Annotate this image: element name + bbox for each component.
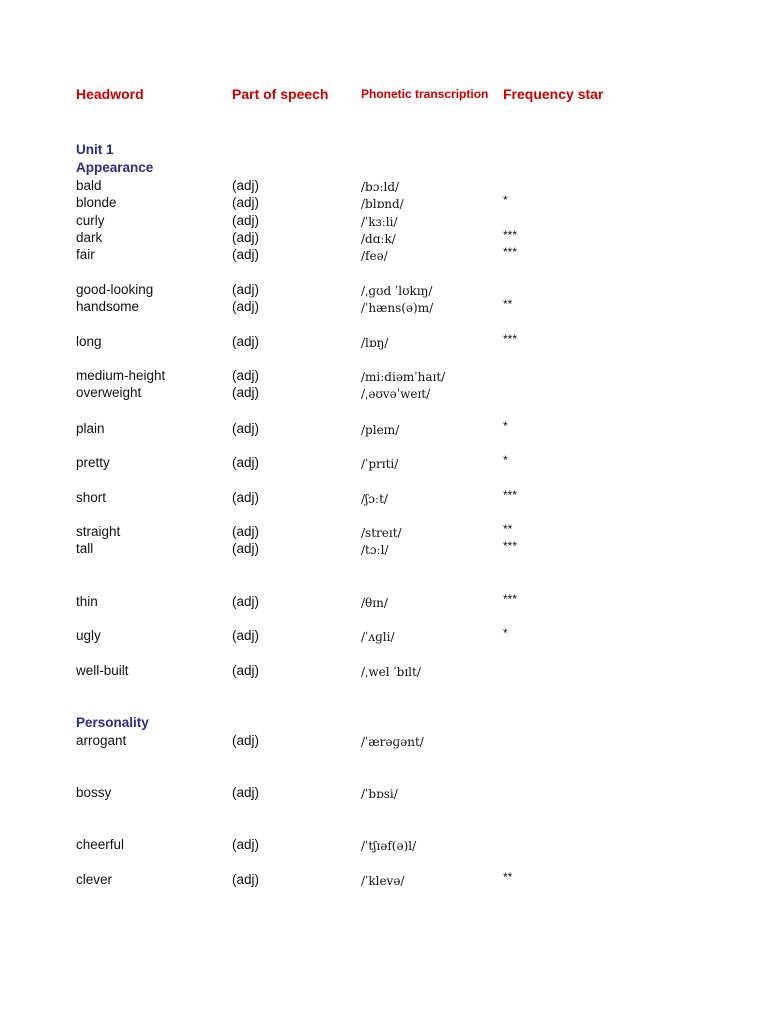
phonetic-cell: /ˈbɒsi/ — [361, 787, 398, 801]
headword-cell: arrogant — [76, 733, 127, 748]
part-of-speech-cell: (adj) — [232, 837, 260, 852]
table-row — [0, 541, 768, 559]
frequency-cell: ** — [503, 870, 513, 884]
section-heading-appearance: Appearance — [76, 160, 154, 175]
phonetic-cell: /bɔːld/ — [361, 180, 400, 194]
part-of-speech-cell: (adj) — [232, 230, 260, 245]
table-row — [0, 299, 768, 317]
phonetic-cell: /ˈærəɡənt/ — [361, 735, 424, 749]
headword-cell: blonde — [76, 195, 117, 210]
frequency-cell: *** — [503, 228, 518, 242]
table-row — [0, 785, 768, 803]
part-of-speech-cell: (adj) — [232, 872, 260, 887]
table-row — [0, 334, 768, 352]
part-of-speech-cell: (adj) — [232, 733, 260, 748]
frequency-cell: *** — [503, 245, 518, 259]
part-of-speech-cell: (adj) — [232, 385, 260, 400]
headword-cell: good-looking — [76, 282, 154, 297]
table-row — [0, 213, 768, 231]
part-of-speech-cell: (adj) — [232, 628, 260, 643]
frequency-cell: * — [503, 419, 508, 433]
table-row — [0, 385, 768, 403]
phonetic-cell: /ˌɡʊd ˈlʊkɪŋ/ — [361, 284, 433, 298]
headword-cell: long — [76, 334, 102, 349]
frequency-cell: *** — [503, 332, 518, 346]
phonetic-cell: /ˈʌɡli/ — [361, 630, 395, 644]
part-of-speech-cell: (adj) — [232, 785, 260, 800]
frequency-cell: *** — [503, 592, 518, 606]
section-heading-personality: Personality — [76, 715, 149, 730]
table-row — [0, 455, 768, 473]
table-row — [0, 368, 768, 386]
part-of-speech-cell: (adj) — [232, 247, 260, 262]
frequency-cell: *** — [503, 488, 518, 502]
part-of-speech-cell: (adj) — [232, 213, 260, 228]
header-phonetic-transcription: Phonetic transcription — [361, 87, 489, 101]
phonetic-cell: /pleɪn/ — [361, 423, 400, 437]
table-row — [0, 733, 768, 751]
phonetic-cell: /ˌəʊvəˈweɪt/ — [361, 387, 431, 401]
part-of-speech-cell: (adj) — [232, 490, 260, 505]
phonetic-cell: /ˈtʃɪəf(ə)l/ — [361, 839, 417, 853]
table-row — [0, 195, 768, 213]
phonetic-cell: /θɪn/ — [361, 596, 388, 610]
part-of-speech-cell: (adj) — [232, 541, 260, 556]
table-row — [0, 178, 768, 196]
part-of-speech-cell: (adj) — [232, 524, 260, 539]
part-of-speech-cell: (adj) — [232, 594, 260, 609]
headword-cell: well-built — [76, 663, 129, 678]
headword-cell: straight — [76, 524, 121, 539]
headword-cell: pretty — [76, 455, 110, 470]
table-row — [0, 872, 768, 890]
frequency-cell: * — [503, 626, 508, 640]
part-of-speech-cell: (adj) — [232, 368, 260, 383]
phonetic-cell: /streɪt/ — [361, 526, 402, 540]
headword-cell: handsome — [76, 299, 140, 314]
headword-cell: plain — [76, 421, 105, 436]
part-of-speech-cell: (adj) — [232, 334, 260, 349]
part-of-speech-cell: (adj) — [232, 195, 260, 210]
unit-heading: Unit 1 — [76, 142, 114, 157]
part-of-speech-cell: (adj) — [232, 421, 260, 436]
header-headword: Headword — [76, 86, 144, 102]
table-row — [0, 421, 768, 439]
header-part-of-speech: Part of speech — [232, 86, 329, 102]
headword-cell: overweight — [76, 385, 142, 400]
headword-cell: clever — [76, 872, 113, 887]
phonetic-cell: /feə/ — [361, 249, 388, 263]
phonetic-cell: /miːdiəmˈhaɪt/ — [361, 370, 446, 384]
headword-cell: bossy — [76, 785, 112, 800]
part-of-speech-cell: (adj) — [232, 455, 260, 470]
table-row — [0, 247, 768, 265]
table-row — [0, 282, 768, 300]
phonetic-cell: /ˈhæns(ə)m/ — [361, 301, 434, 315]
phonetic-cell: /dɑːk/ — [361, 232, 396, 246]
header-frequency-star: Frequency star — [503, 86, 604, 102]
part-of-speech-cell: (adj) — [232, 299, 260, 314]
frequency-cell: * — [503, 453, 508, 467]
phonetic-cell: /lɒŋ/ — [361, 336, 389, 350]
headword-cell: ugly — [76, 628, 101, 643]
headword-cell: tall — [76, 541, 94, 556]
phonetic-cell: /tɔːl/ — [361, 543, 389, 557]
headword-cell: short — [76, 490, 107, 505]
headword-cell: fair — [76, 247, 95, 262]
frequency-cell: * — [503, 193, 508, 207]
phonetic-cell: /ˌwel ˈbɪlt/ — [361, 665, 421, 679]
table-row — [0, 524, 768, 542]
table-row — [0, 490, 768, 508]
phonetic-cell: /ʃɔːt/ — [361, 492, 388, 506]
phonetic-cell: /blɒnd/ — [361, 197, 404, 211]
headword-cell: dark — [76, 230, 103, 245]
phonetic-cell: /ˈkɜːli/ — [361, 215, 398, 229]
headword-cell: bald — [76, 178, 102, 193]
frequency-cell: ** — [503, 522, 513, 536]
table-row — [0, 628, 768, 646]
part-of-speech-cell: (adj) — [232, 178, 260, 193]
part-of-speech-cell: (adj) — [232, 663, 260, 678]
headword-cell: curly — [76, 213, 105, 228]
frequency-cell: ** — [503, 297, 513, 311]
phonetic-cell: /ˈklevə/ — [361, 874, 405, 888]
table-row — [0, 663, 768, 681]
frequency-cell: *** — [503, 539, 518, 553]
headword-cell: thin — [76, 594, 98, 609]
table-row — [0, 230, 768, 248]
table-row — [0, 837, 768, 855]
part-of-speech-cell: (adj) — [232, 282, 260, 297]
phonetic-cell: /ˈprɪti/ — [361, 457, 399, 471]
headword-cell: cheerful — [76, 837, 125, 852]
table-row — [0, 594, 768, 612]
headword-cell: medium-height — [76, 368, 166, 383]
